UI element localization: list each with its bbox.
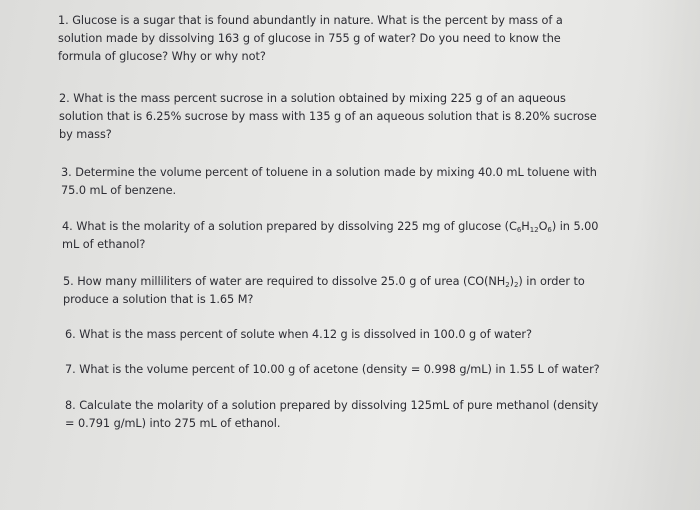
question-8-line-1: 8. Calculate the molarity of a solution prepared by dissolving 125mL of pure methanol (density <box>65 399 599 412</box>
question-6 <box>65 326 575 344</box>
question-3-line-1: 3. Determine the volume percent of toluene in a solution made by mixing 40.0 mL toluene with <box>61 166 597 179</box>
question-5-text-start: 5. How many milliliters of water are required to dissolve 25.0 g of urea (CO(NH <box>63 275 506 288</box>
question-5-text-end: ) in order to <box>518 275 585 288</box>
question-4-hydrogen: H <box>521 220 530 233</box>
question-4-subscript-o: 6 <box>547 226 552 234</box>
question-4-line-2: mL of ethanol? <box>62 238 146 251</box>
question-7 <box>65 361 600 379</box>
question-4-oxygen: O <box>538 220 548 233</box>
question-2-line-2: solution that is 6.25% sucrose by mass with 135 g of an aqueous solution that is 8.20% sucrose <box>59 110 597 123</box>
question-5-line-1 <box>63 273 585 291</box>
question-7-line-1: 7. What is the volume percent of 10.00 g of acetone (density = 0.998 g/mL) in 1.55 L of water? <box>65 363 600 376</box>
question-1-line-1: 1. Glucose is a sugar that is found abundantly in nature. What is the percent by mass of a <box>58 14 563 27</box>
question-5-subscript-nh: 2 <box>505 281 510 289</box>
question-4-subscript-c: 6 <box>516 226 522 234</box>
question-2-line-3: by mass? <box>59 128 112 141</box>
question-5 <box>63 273 585 309</box>
question-5-subscript-group: 2 <box>514 281 519 289</box>
question-3 <box>61 164 597 200</box>
question-3-line-2: 75.0 mL of benzene. <box>61 184 177 197</box>
question-2-line-1: 2. What is the mass percent sucrose in a solution obtained by mixing 225 g of an aqueous <box>59 92 566 105</box>
question-2 <box>59 90 597 144</box>
question-5-line-2: produce a solution that is 1.65 M? <box>63 293 254 306</box>
question-4-subscript-h: 12 <box>529 226 539 234</box>
question-5-paren: ) <box>509 275 514 288</box>
question-4 <box>62 218 599 254</box>
question-4-line-1 <box>62 218 599 236</box>
question-4-text-start: 4. What is the molarity of a solution prepared by dissolving 225 mg of glucose (C <box>62 220 517 233</box>
question-4-text-end: ) in 5.00 <box>551 220 599 233</box>
question-1-line-2: solution made by dissolving 163 g of glucose in 755 g of water? Do you need to know the <box>58 32 561 45</box>
question-1 <box>58 12 563 66</box>
question-8 <box>65 397 599 433</box>
question-8-line-2: = 0.791 g/mL) into 275 mL of ethanol. <box>65 417 281 430</box>
question-6-line-1: 6. What is the mass percent of solute when 4.12 g is dissolved in 100.0 g of water? <box>65 328 532 341</box>
question-1-line-3: formula of glucose? Why or why not? <box>58 50 266 63</box>
